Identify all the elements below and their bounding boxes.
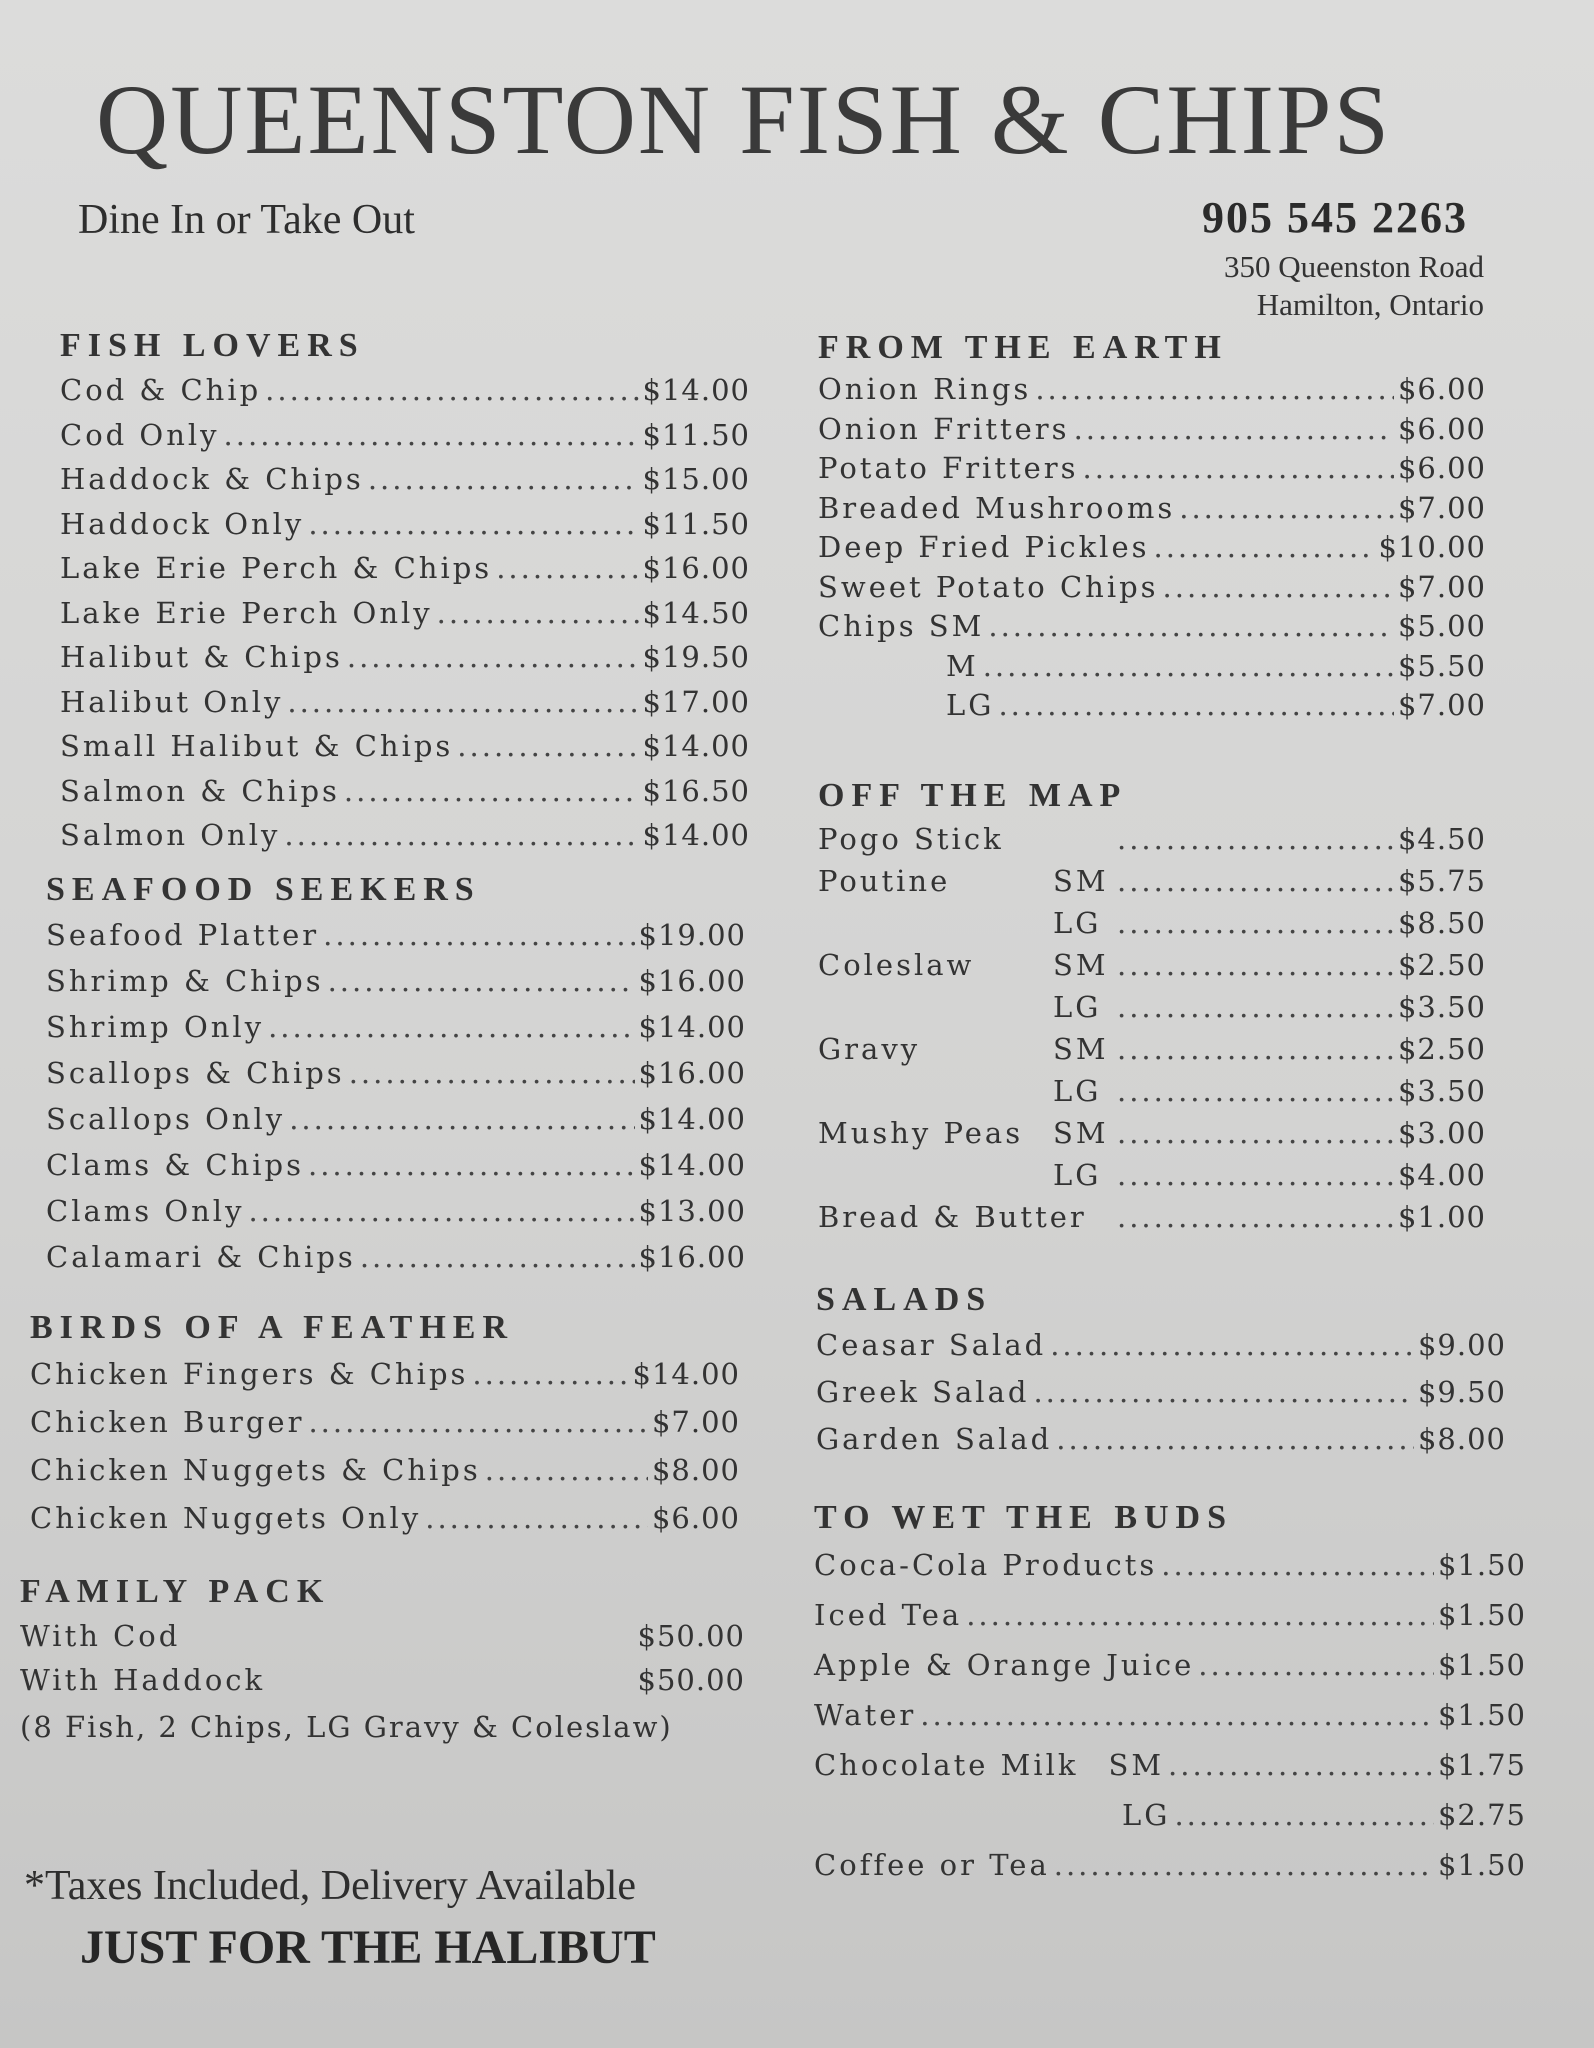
menu-item-price: $14.00	[642, 373, 750, 407]
menu-item-name: Gravy	[818, 1032, 921, 1066]
menu-item-name: Chicken Nuggets & Chips	[30, 1453, 481, 1487]
menu-item-price: $4.50	[1397, 822, 1486, 856]
menu-item	[20, 1614, 745, 1658]
menu-item	[814, 1640, 1526, 1690]
dot-leader	[1117, 902, 1394, 944]
menu-item-name: Onion Fritters	[818, 411, 1070, 446]
menu-item	[30, 1494, 740, 1542]
menu-item-name: Chicken Nuggets Only	[30, 1501, 422, 1535]
menu-item	[818, 1196, 1486, 1238]
menu-item	[818, 1112, 1486, 1154]
menu-item-price: $14.00	[642, 818, 750, 852]
menu-item	[60, 635, 750, 680]
menu-item-name: Ceasar Salad	[816, 1328, 1047, 1362]
address	[1224, 248, 1484, 324]
menu-item	[818, 370, 1486, 410]
menu-item	[30, 1446, 740, 1494]
dot-leader	[1035, 370, 1394, 410]
dot-leader	[1050, 1322, 1414, 1369]
dot-leader	[920, 1690, 1434, 1740]
menu-item-price: $3.50	[1397, 990, 1486, 1024]
menu-item	[30, 1350, 740, 1398]
section-title: SALADS	[816, 1281, 993, 1318]
menu-item-name: Clams Only	[46, 1194, 245, 1228]
menu-item-size: LG	[1122, 1798, 1171, 1832]
dot-leader	[1161, 1540, 1434, 1590]
menu-item-price: $8.00	[651, 1453, 740, 1487]
dot-leader	[1117, 1154, 1394, 1196]
menu-item	[46, 1142, 746, 1188]
menu-item-name: Coffee or Tea	[814, 1848, 1050, 1882]
menu-item-price: $1.50	[1437, 1648, 1526, 1682]
dot-leader	[1163, 568, 1394, 608]
dot-leader	[1198, 1640, 1434, 1690]
menu-item-price: $14.00	[632, 1357, 740, 1391]
dot-leader	[308, 1398, 648, 1446]
menu-item-price: $14.00	[638, 1148, 746, 1182]
menu-item	[818, 902, 1486, 944]
dot-leader	[1117, 1028, 1394, 1070]
dot-leader	[1168, 1740, 1434, 1790]
dot-leader	[496, 546, 638, 591]
dot-leader	[248, 1188, 634, 1234]
menu-item	[818, 528, 1486, 568]
menu-item	[60, 724, 750, 769]
dot-leader	[437, 591, 639, 636]
menu-item	[46, 958, 746, 1004]
menu-item	[60, 813, 750, 858]
menu-item-name: Chicken Fingers & Chips	[30, 1357, 469, 1391]
menu-item-price: $15.00	[642, 462, 750, 496]
menu-item-price: $14.00	[638, 1010, 746, 1044]
section-birds-of-a-feather	[30, 1306, 740, 1542]
menu-item-price: $1.50	[1437, 1548, 1526, 1582]
dot-leader	[224, 413, 639, 458]
dot-leader	[287, 680, 638, 725]
menu-item-name: Breaded Mushrooms	[818, 490, 1176, 525]
dot-leader	[1117, 818, 1394, 860]
menu-item-name: Water	[814, 1698, 917, 1732]
menu-item	[46, 1004, 746, 1050]
dot-leader	[966, 1590, 1434, 1640]
section-title: TO WET THE BUDS	[814, 1499, 1234, 1536]
menu-item	[814, 1740, 1526, 1790]
menu-item-price: $16.00	[638, 1240, 746, 1274]
menu-item-price: $50.00	[637, 1663, 745, 1697]
dot-leader	[1153, 528, 1374, 568]
menu-item-size: LG	[1053, 906, 1102, 940]
menu-item-price: $9.50	[1417, 1375, 1506, 1409]
menu-item	[46, 912, 746, 958]
menu-item-price: $8.50	[1397, 906, 1486, 940]
menu-item-name: Small Halibut & Chips	[60, 729, 454, 763]
menu-item	[46, 1188, 746, 1234]
address-line-1: 350 Queenston Road	[1223, 249, 1484, 284]
menu-item-name: Haddock Only	[60, 506, 305, 541]
menu-item-price: $14.00	[638, 1102, 746, 1136]
dot-leader	[1117, 1070, 1394, 1112]
menu-item	[818, 986, 1486, 1028]
section-to-wet-the-buds	[814, 1496, 1526, 1890]
menu-item-size: SM	[1053, 1116, 1109, 1150]
menu-item-price: $2.75	[1437, 1798, 1526, 1832]
section-salads	[816, 1278, 1506, 1463]
menu-item-price: $10.00	[1378, 530, 1486, 564]
menu-item	[60, 502, 750, 547]
family-pack-note: (8 Fish, 2 Chips, LG Gravy & Coleslaw)	[20, 1710, 673, 1744]
menu-item	[46, 1050, 746, 1096]
dot-leader	[1054, 1840, 1434, 1890]
menu-item-name: Greek Salad	[816, 1375, 1030, 1409]
menu-item-name: Clams & Chips	[46, 1148, 304, 1182]
menu-item	[818, 568, 1486, 608]
menu-item	[818, 449, 1486, 489]
section-title: FAMILY PACK	[20, 1573, 331, 1610]
menu-item	[60, 769, 750, 814]
menu-item	[60, 413, 750, 458]
dot-leader	[1174, 1790, 1434, 1840]
dot-leader	[308, 502, 638, 547]
menu-item	[818, 410, 1486, 450]
menu-item-price: $2.50	[1397, 948, 1486, 982]
menu-item-name: Coleslaw	[818, 948, 975, 982]
dine-in-text: Dine In or Take Out	[78, 197, 415, 243]
menu-item-price: $4.00	[1397, 1158, 1486, 1192]
menu-item-size: LG	[946, 688, 995, 722]
dot-leader	[349, 1050, 635, 1096]
dot-leader	[1083, 449, 1394, 489]
menu-item-name: Coca-Cola Products	[814, 1548, 1158, 1582]
section-seafood-seekers	[46, 868, 746, 1280]
dot-leader	[1074, 410, 1394, 450]
menu-item-name: Apple & Orange Juice	[814, 1648, 1195, 1682]
menu-item-price: $1.50	[1437, 1698, 1526, 1732]
menu-item-name: Chips SM	[818, 609, 985, 643]
section-title: BIRDS OF A FEATHER	[30, 1309, 515, 1346]
dot-leader	[268, 1004, 634, 1050]
menu-item-size: LG	[1053, 1074, 1102, 1108]
menu-item-name: Potato Fritters	[818, 451, 1079, 485]
menu-item-price: $19.00	[638, 918, 746, 952]
menu-item	[20, 1658, 745, 1702]
menu-item-name: Garden Salad	[816, 1422, 1053, 1456]
menu-item-size: SM	[1053, 864, 1109, 898]
dot-leader	[308, 1142, 635, 1188]
menu-item-price: $50.00	[637, 1619, 745, 1653]
dot-leader	[265, 368, 638, 413]
menu-item-name: Scallops & Chips	[46, 1056, 345, 1090]
menu-item	[816, 1369, 1506, 1416]
menu-item-price: $14.00	[642, 729, 750, 763]
dot-leader	[983, 647, 1394, 687]
menu-item-price: $5.00	[1397, 609, 1486, 643]
menu-item-price: $1.50	[1437, 1848, 1526, 1882]
menu-item-name: Poutine	[818, 864, 951, 898]
section-fish-lovers	[60, 324, 750, 858]
menu-item-price: $1.00	[1397, 1200, 1486, 1234]
menu-item-price: $5.50	[1397, 648, 1486, 683]
menu-item	[814, 1690, 1526, 1740]
menu-item-price: $13.00	[638, 1194, 746, 1228]
menu-item-size: M	[946, 648, 979, 683]
menu-item-name: Onion Rings	[818, 372, 1032, 406]
phone-number: 905 545 2263	[1202, 193, 1468, 242]
dot-leader	[485, 1446, 648, 1494]
menu-item-name: With Cod	[20, 1619, 181, 1653]
menu-item-name: With Haddock	[20, 1663, 266, 1697]
menu-item-size: LG	[1053, 990, 1102, 1024]
menu-item	[814, 1790, 1526, 1840]
menu-item-name: Shrimp Only	[46, 1010, 265, 1044]
menu-item-price: $7.00	[1397, 688, 1486, 722]
menu-item-price: $17.00	[642, 684, 750, 719]
menu-item	[814, 1590, 1526, 1640]
menu-item	[60, 368, 750, 413]
menu-item-price: $3.50	[1397, 1074, 1486, 1108]
section-title: FISH LOVERS	[60, 327, 365, 364]
menu-item	[818, 647, 1486, 687]
menu-item	[60, 680, 750, 725]
dot-leader	[1117, 860, 1394, 902]
menu-item-price: $19.50	[642, 640, 750, 674]
menu-item	[46, 1096, 746, 1142]
menu-item-name: Salmon & Chips	[60, 773, 340, 808]
menu-item-name: Calamari & Chips	[46, 1240, 356, 1274]
dot-leader	[472, 1350, 628, 1398]
menu-item-price: $14.50	[642, 595, 750, 630]
menu-item-name: Lake Erie Perch Only	[60, 595, 433, 630]
dot-leader	[284, 813, 638, 858]
dot-leader	[360, 1234, 635, 1280]
menu-item	[30, 1398, 740, 1446]
address-line-2: Hamilton, Ontario	[1256, 287, 1484, 322]
menu-item	[818, 944, 1486, 986]
menu-item-name: Halibut Only	[60, 684, 284, 719]
dot-leader	[1117, 1112, 1394, 1154]
menu-item-price: $7.00	[1397, 569, 1486, 604]
menu-item-price: $6.00	[1397, 451, 1486, 485]
menu-item	[818, 489, 1486, 529]
menu-item-name: Chocolate Milk	[814, 1748, 1079, 1782]
menu-item-name: Iced Tea	[814, 1598, 963, 1632]
menu-item-name: Halibut & Chips	[60, 640, 343, 674]
section-off-the-map	[818, 774, 1486, 1238]
section-from-the-earth	[818, 326, 1486, 726]
dot-leader	[1179, 489, 1394, 529]
menu-item-price: $11.50	[642, 506, 750, 541]
menu-item-size: SM	[1053, 948, 1109, 982]
dot-leader	[457, 724, 638, 769]
menu-item-price: $7.00	[651, 1405, 740, 1439]
menu-item-price: $1.75	[1437, 1748, 1526, 1782]
menu-item	[60, 591, 750, 636]
dot-leader	[344, 769, 639, 814]
menu-item-name: Mushy Peas	[818, 1116, 1024, 1150]
menu-item	[814, 1540, 1526, 1590]
menu-item-price: $16.00	[642, 551, 750, 585]
menu-item-name: Salmon Only	[60, 818, 281, 852]
menu-item-price: $6.00	[1397, 372, 1486, 406]
taxes-note: *Taxes Included, Delivery Available	[24, 1863, 637, 1909]
menu-item-price: $6.00	[651, 1501, 740, 1535]
menu-item-name: Lake Erie Perch & Chips	[60, 551, 493, 585]
menu-item-price: $11.50	[642, 417, 750, 452]
restaurant-title: QUEENSTON FISH & CHIPS	[96, 64, 1392, 175]
menu-item-name: Cod & Chip	[60, 373, 262, 407]
menu-item	[814, 1840, 1526, 1890]
menu-item	[818, 686, 1486, 726]
menu-item-price: $6.00	[1397, 411, 1486, 446]
menu-item-name: Haddock & Chips	[60, 462, 364, 496]
menu-item	[818, 860, 1486, 902]
menu-item-size: SM	[1108, 1748, 1165, 1782]
dot-leader	[323, 912, 634, 958]
menu-item-price: $9.00	[1417, 1328, 1506, 1362]
dot-leader	[425, 1494, 648, 1542]
menu-item-price: $1.50	[1437, 1598, 1526, 1632]
menu-item-size: LG	[1053, 1158, 1102, 1192]
menu-item-price: $2.50	[1397, 1032, 1486, 1066]
dot-leader	[1117, 944, 1394, 986]
menu-item-price: $16.00	[638, 964, 746, 998]
menu-item-name: Chicken Burger	[30, 1405, 305, 1439]
menu-item	[60, 457, 750, 502]
menu-item-name: Shrimp & Chips	[46, 964, 324, 998]
menu-item	[46, 1234, 746, 1280]
menu-item-name: Deep Fried Pickles	[818, 530, 1150, 564]
menu-item-size: SM	[1053, 1032, 1109, 1066]
section-title: FROM THE EARTH	[818, 329, 1228, 366]
dot-leader	[1117, 1196, 1394, 1238]
menu-item-price: $3.00	[1397, 1116, 1486, 1150]
menu-item	[818, 818, 1486, 860]
dot-leader	[998, 686, 1394, 726]
menu-item-price: $5.75	[1397, 864, 1486, 898]
menu-item-price: $16.00	[638, 1056, 746, 1090]
menu-item	[818, 1070, 1486, 1112]
menu-item-name: Sweet Potato Chips	[818, 569, 1159, 604]
dot-leader	[368, 457, 639, 502]
menu-item	[818, 1154, 1486, 1196]
dot-leader	[1056, 1416, 1414, 1463]
menu-item-name: Seafood Platter	[46, 918, 320, 952]
menu-item-name: Cod Only	[60, 417, 220, 452]
menu-item	[816, 1416, 1506, 1463]
menu-item-price: $16.50	[642, 773, 750, 808]
menu-item-price: $8.00	[1417, 1422, 1506, 1456]
dot-leader	[1117, 986, 1394, 1028]
slogan: JUST FOR THE HALIBUT	[80, 1921, 656, 1974]
menu-item-name: Scallops Only	[46, 1102, 286, 1136]
menu-item	[818, 1028, 1486, 1070]
menu-item	[60, 546, 750, 591]
menu-item	[818, 607, 1486, 647]
dot-leader	[347, 635, 639, 680]
dot-leader	[988, 607, 1394, 647]
dot-leader	[289, 1096, 634, 1142]
dot-leader	[328, 958, 635, 1004]
section-family-pack	[20, 1570, 745, 1744]
menu-item	[816, 1322, 1506, 1369]
menu-item-price: $7.00	[1397, 490, 1486, 525]
section-title: OFF THE MAP	[818, 777, 1128, 814]
section-title: SEAFOOD SEEKERS	[46, 871, 481, 908]
menu-item-name: Pogo Stick	[818, 822, 1004, 856]
dot-leader	[1033, 1369, 1414, 1416]
menu-item-name: Bread & Butter	[818, 1200, 1087, 1234]
